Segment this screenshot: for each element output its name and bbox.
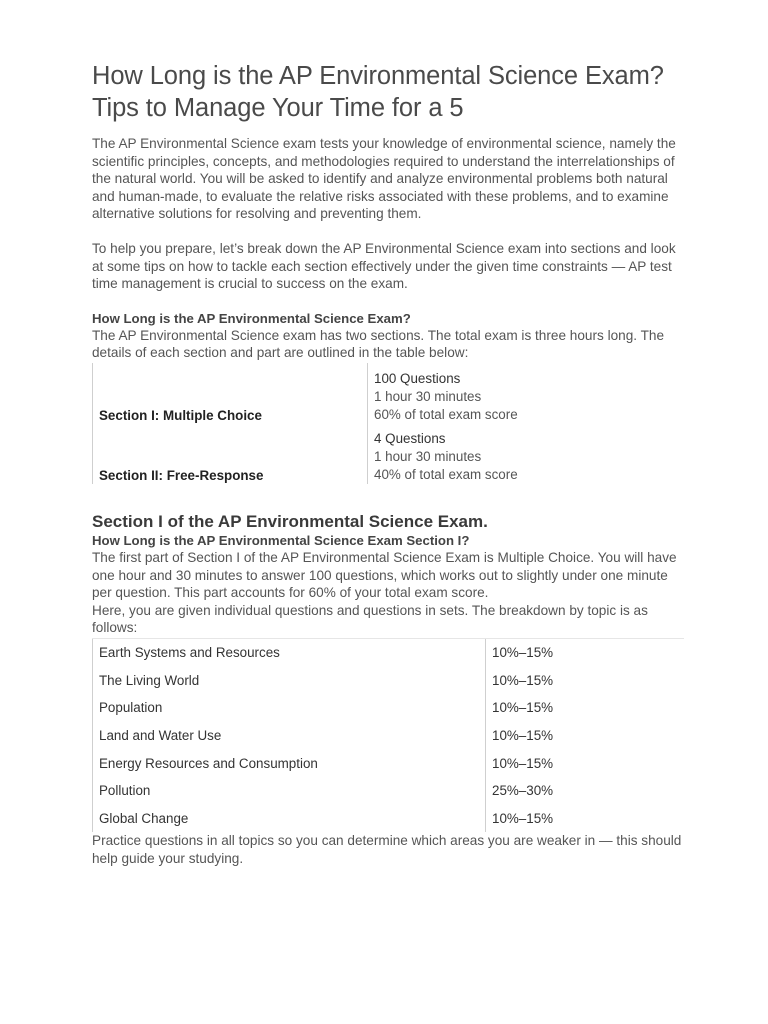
section-details bbox=[368, 363, 685, 424]
topic-name: Pollution bbox=[93, 777, 486, 805]
section-name: Section I: Multiple Choice bbox=[93, 363, 368, 424]
intro-paragraph-2: To help you prepare, let’s break down the AP Environmental Science exam into sections and look at some tips on how to tackle each section effectively under the given time constraints — AP test time management is crucial to success on the exam. bbox=[92, 240, 676, 292]
topic-name: Global Change bbox=[93, 804, 486, 832]
topic-percent: 10%–15% bbox=[486, 722, 685, 750]
section1-text-2: Here, you are given individual questions and questions in sets. The breakdown by topic is as follows: bbox=[92, 602, 648, 636]
topic-percent: 10%–15% bbox=[486, 638, 685, 666]
section-time: 1 hour 30 minutes bbox=[374, 388, 482, 404]
table-row bbox=[93, 722, 685, 750]
table-row bbox=[93, 667, 685, 695]
section1-heading: Section I of the AP Environmental Science Exam. bbox=[92, 511, 488, 531]
section-details bbox=[368, 424, 685, 484]
exam-length-text: The AP Environmental Science exam has two sections. The total exam is three hours long. The details of each section and part are outlined in the table below: bbox=[92, 327, 664, 361]
section-questions: 4 Questions bbox=[374, 430, 446, 446]
section1-closing: Practice questions in all topics so you can determine which areas you are weaker in — this should help guide your studying. bbox=[92, 833, 682, 866]
exam-sections-table bbox=[92, 363, 684, 484]
topic-percent: 10%–15% bbox=[486, 694, 685, 722]
topic-percent: 25%–30% bbox=[486, 777, 685, 805]
section-weight: 40% of total exam score bbox=[374, 466, 518, 482]
page-title: How Long is the AP Environmental Science Exam? Tips to Manage Your Time for a 5 bbox=[92, 62, 664, 122]
section1-subheading: How Long is the AP Environmental Science Exam Section I? bbox=[92, 532, 470, 548]
section1-text-1: The first part of Section I of the AP Environmental Science Exam is Multiple Choice. You will have one hour and 30 minutes to answer 100 questions, which works out to slightly under one minute per question. This part accounts for 60% of your total exam score. bbox=[92, 549, 677, 601]
section-weight: 60% of total exam score bbox=[374, 406, 518, 422]
table-row bbox=[93, 638, 685, 666]
table-row bbox=[93, 777, 685, 805]
topic-name: Earth Systems and Resources bbox=[93, 638, 486, 666]
topic-percent: 10%–15% bbox=[486, 804, 685, 832]
topic-name: The Living World bbox=[93, 667, 486, 695]
table-row bbox=[93, 363, 685, 424]
topic-name: Population bbox=[93, 694, 486, 722]
table-row bbox=[93, 749, 685, 777]
table-row bbox=[93, 694, 685, 722]
topic-percent: 10%–15% bbox=[486, 749, 685, 777]
topic-name: Land and Water Use bbox=[93, 722, 486, 750]
section-time: 1 hour 30 minutes bbox=[374, 448, 482, 464]
topic-percent: 10%–15% bbox=[486, 667, 685, 695]
intro-paragraph-1: The AP Environmental Science exam tests your knowledge of environmental science, namely the scientific principles, concepts, and methodologies required to understand the interrelationships of the natural world. You will be asked to identify and analyze environmental problems both natural and human-made, to evaluate the relative risks associated with these problems, and to examine alternative solutions for resolving and preventing them. bbox=[92, 136, 676, 222]
article bbox=[92, 60, 688, 867]
section-name: Section II: Free-Response bbox=[93, 424, 368, 484]
table-row bbox=[93, 424, 685, 484]
topic-name: Energy Resources and Consumption bbox=[93, 749, 486, 777]
exam-length-heading: How Long is the AP Environmental Science Exam? bbox=[92, 310, 411, 326]
section-questions: 100 Questions bbox=[374, 370, 461, 386]
topic-breakdown-table bbox=[92, 638, 684, 832]
table-row bbox=[93, 804, 685, 832]
